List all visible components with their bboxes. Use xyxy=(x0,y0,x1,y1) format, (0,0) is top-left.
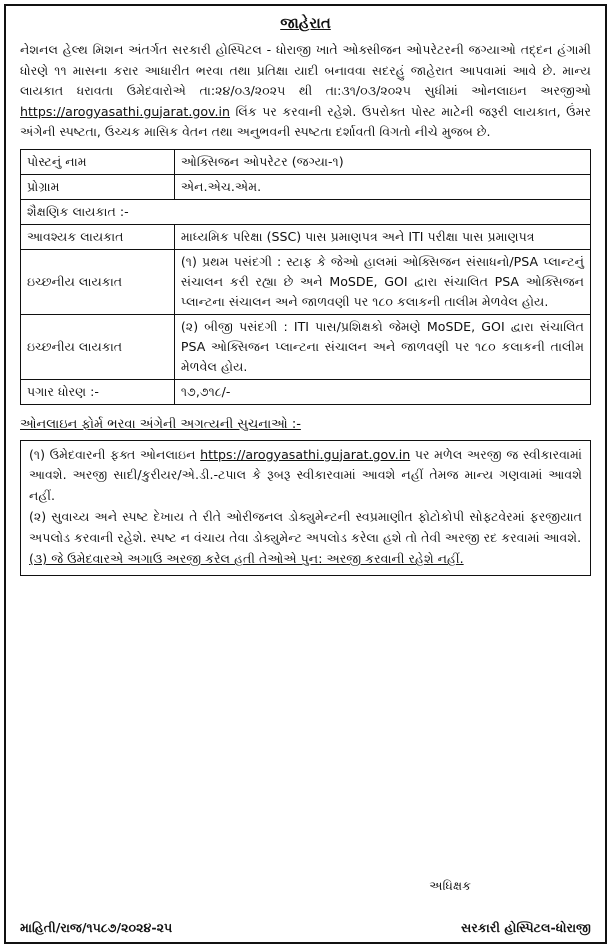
table-row xyxy=(21,174,591,199)
table-row xyxy=(21,224,591,249)
salary-value: ૧૭,૭૧૮/- xyxy=(174,379,590,404)
post-label: પોસ્ટનું નામ xyxy=(21,149,175,174)
intro-paragraph xyxy=(20,40,591,143)
table-row xyxy=(21,379,591,404)
desirable2-label: ઇચ્છનીય લાયકાત xyxy=(21,314,175,379)
desirable2-value: (૨) બીજી પસંદગી : ITI પાસ/પ્રશિક્ષકો જેમણે MoSDE, GOI દ્વારા સંચાલિત PSA ઓક્સિજન પ્લાન્ટના સંચાલન અને જાળવણી પર ૧૮૦ કલાકની તાલીમ મેળવેલ હોય. xyxy=(174,314,590,379)
office-name: સરકારી હોસ્પિટલ-ધોરાજી xyxy=(461,920,591,935)
intro-link[interactable]: https://arogyasathi.gujarat.gov.in xyxy=(20,103,231,119)
required-label: આવશ્યક લાયકાત xyxy=(21,224,175,249)
signatory-title: અધિક્ષક xyxy=(429,878,471,893)
notice-item-1-link[interactable]: https://arogyasathi.gujarat.gov.in xyxy=(200,446,411,462)
post-value: ઓક્સિજન ઓપરેટર (જગ્યા-૧) xyxy=(174,149,590,174)
table-row xyxy=(21,314,591,379)
qualification-table xyxy=(20,149,591,405)
advertisement-page xyxy=(4,4,607,944)
table-row xyxy=(21,199,591,224)
notice-item-2: (૨) સુવાચ્ય અને સ્પષ્ટ દેખાય તે રીતે ઓરીજનલ ડોક્યુમેન્ટની સ્વપ્રમાણીત ફોટોકોપી સોફ્ટવેરમાં ફરજીયાત અપલોડ કરવાની રહેશે. સ્પષ્ટ ન વંચાય તેવા ડોક્યુમેન્ટ અપલોડ કરેલા હશે તો તેવી અરજી રદ કરવામાં આવશે. xyxy=(29,509,582,545)
notice-box xyxy=(20,440,591,576)
footer xyxy=(20,876,591,936)
notice-item-1-a: (૧) ઉમેદવારની ફક્ત ઓનલાઇન xyxy=(29,446,201,462)
salary-label: પગાર ધોરણ :- xyxy=(21,379,175,404)
notice-item-1-b: પર મળેલ અરજી જ સ્વીકારવામાં આવશે. અરજી સાદી/કુરીયર/એ.ડી.-ટપાલ કે રૂબરૂ સ્વીકારવામાં આવશે નહીં તેમજ માન્ય ગણવામાં આવશે નહીં. xyxy=(29,446,582,503)
notice-item-1 xyxy=(29,445,582,507)
desirable1-value: (૧) પ્રથમ પસંદગી : સ્ટાફ કે જેઓ હાલમાં ઓક્સિજન સંસાધનો/PSA પ્લાન્ટનું સંચાલન કરી રહ્યા છે અને MoSDE, GOI દ્વારા સંચાલિત PSA ઓક્સિજન પ્લાન્ટના સંચાલન અને જાળવણી પર ૧૮૦ કલાકની તાલીમ મેળવેલ હોય. xyxy=(174,249,590,314)
education-head: શૈક્ષણિક લાયકાત :- xyxy=(21,199,591,224)
reference-number: માહિતી/રાજ/૧૫૮૭/૨૦૨૪-૨૫ xyxy=(20,920,173,935)
intro-text: નેશનલ હેલ્થ મિશન અંતર્ગત સરકારી હોસ્પિટલ - ધોરાજી ખાતે ઓક્સીજન ઓપરેટરની જગ્યાઓ તદ્દન હંગામી ધોરણે ૧૧ માસના કરાર આધારીત ભરવા તથા પ્રતિક્ષા યાદી બનાવવા સદરહું જાહેરાત આપવામાં આવે છે. માન્ય લાયકાત ધરાવતા ઉમેદવારોએ તા:૨૪/૦૩/૨૦૨૫ થી તા:૩૧/૦૩/૨૦૨૫ સુધીમાં ઓનલાઇન અરજીઓ xyxy=(20,42,591,98)
program-value: એન.એચ.એમ. xyxy=(174,174,590,199)
notice-item-3: (૩) જે ઉમેદવારએ અગાઉ અરજી કરેલ હતી તેઓએ પુન: અરજી કરવાની રહેશે નહીં. xyxy=(29,551,464,566)
notice-title: ઓનલાઇન ફોર્મ ભરવા અંગેની અગત્યની સુચનાઓ :- xyxy=(20,416,301,432)
desirable1-label: ઇચ્છનીય લાયકાત xyxy=(21,249,175,314)
required-value: માધ્યમિક પરિક્ષા (SSC) પાસ પ્રમાણપત્ર અને ITI પરીક્ષા પાસ પ્રમાણપત્ર xyxy=(174,224,590,249)
program-label: પ્રોગ્રામ xyxy=(21,174,175,199)
intro-text-after: લિંક પર કરવાની રહેશે. ઉપરોક્ત પોસ્ટ માટેની જરૂરી લાયકાત, ઉંમર અંગેની સ્પષ્ટતા, ઉચ્ચક માસિક વેતન તથા અનુભવની સ્પષ્ટતા દર્શાવતી વિગતો નીચે મુજબ છે. xyxy=(20,103,591,139)
table-row xyxy=(21,249,591,314)
page-title: જાહેરાત xyxy=(280,14,331,32)
table-row xyxy=(21,149,591,174)
